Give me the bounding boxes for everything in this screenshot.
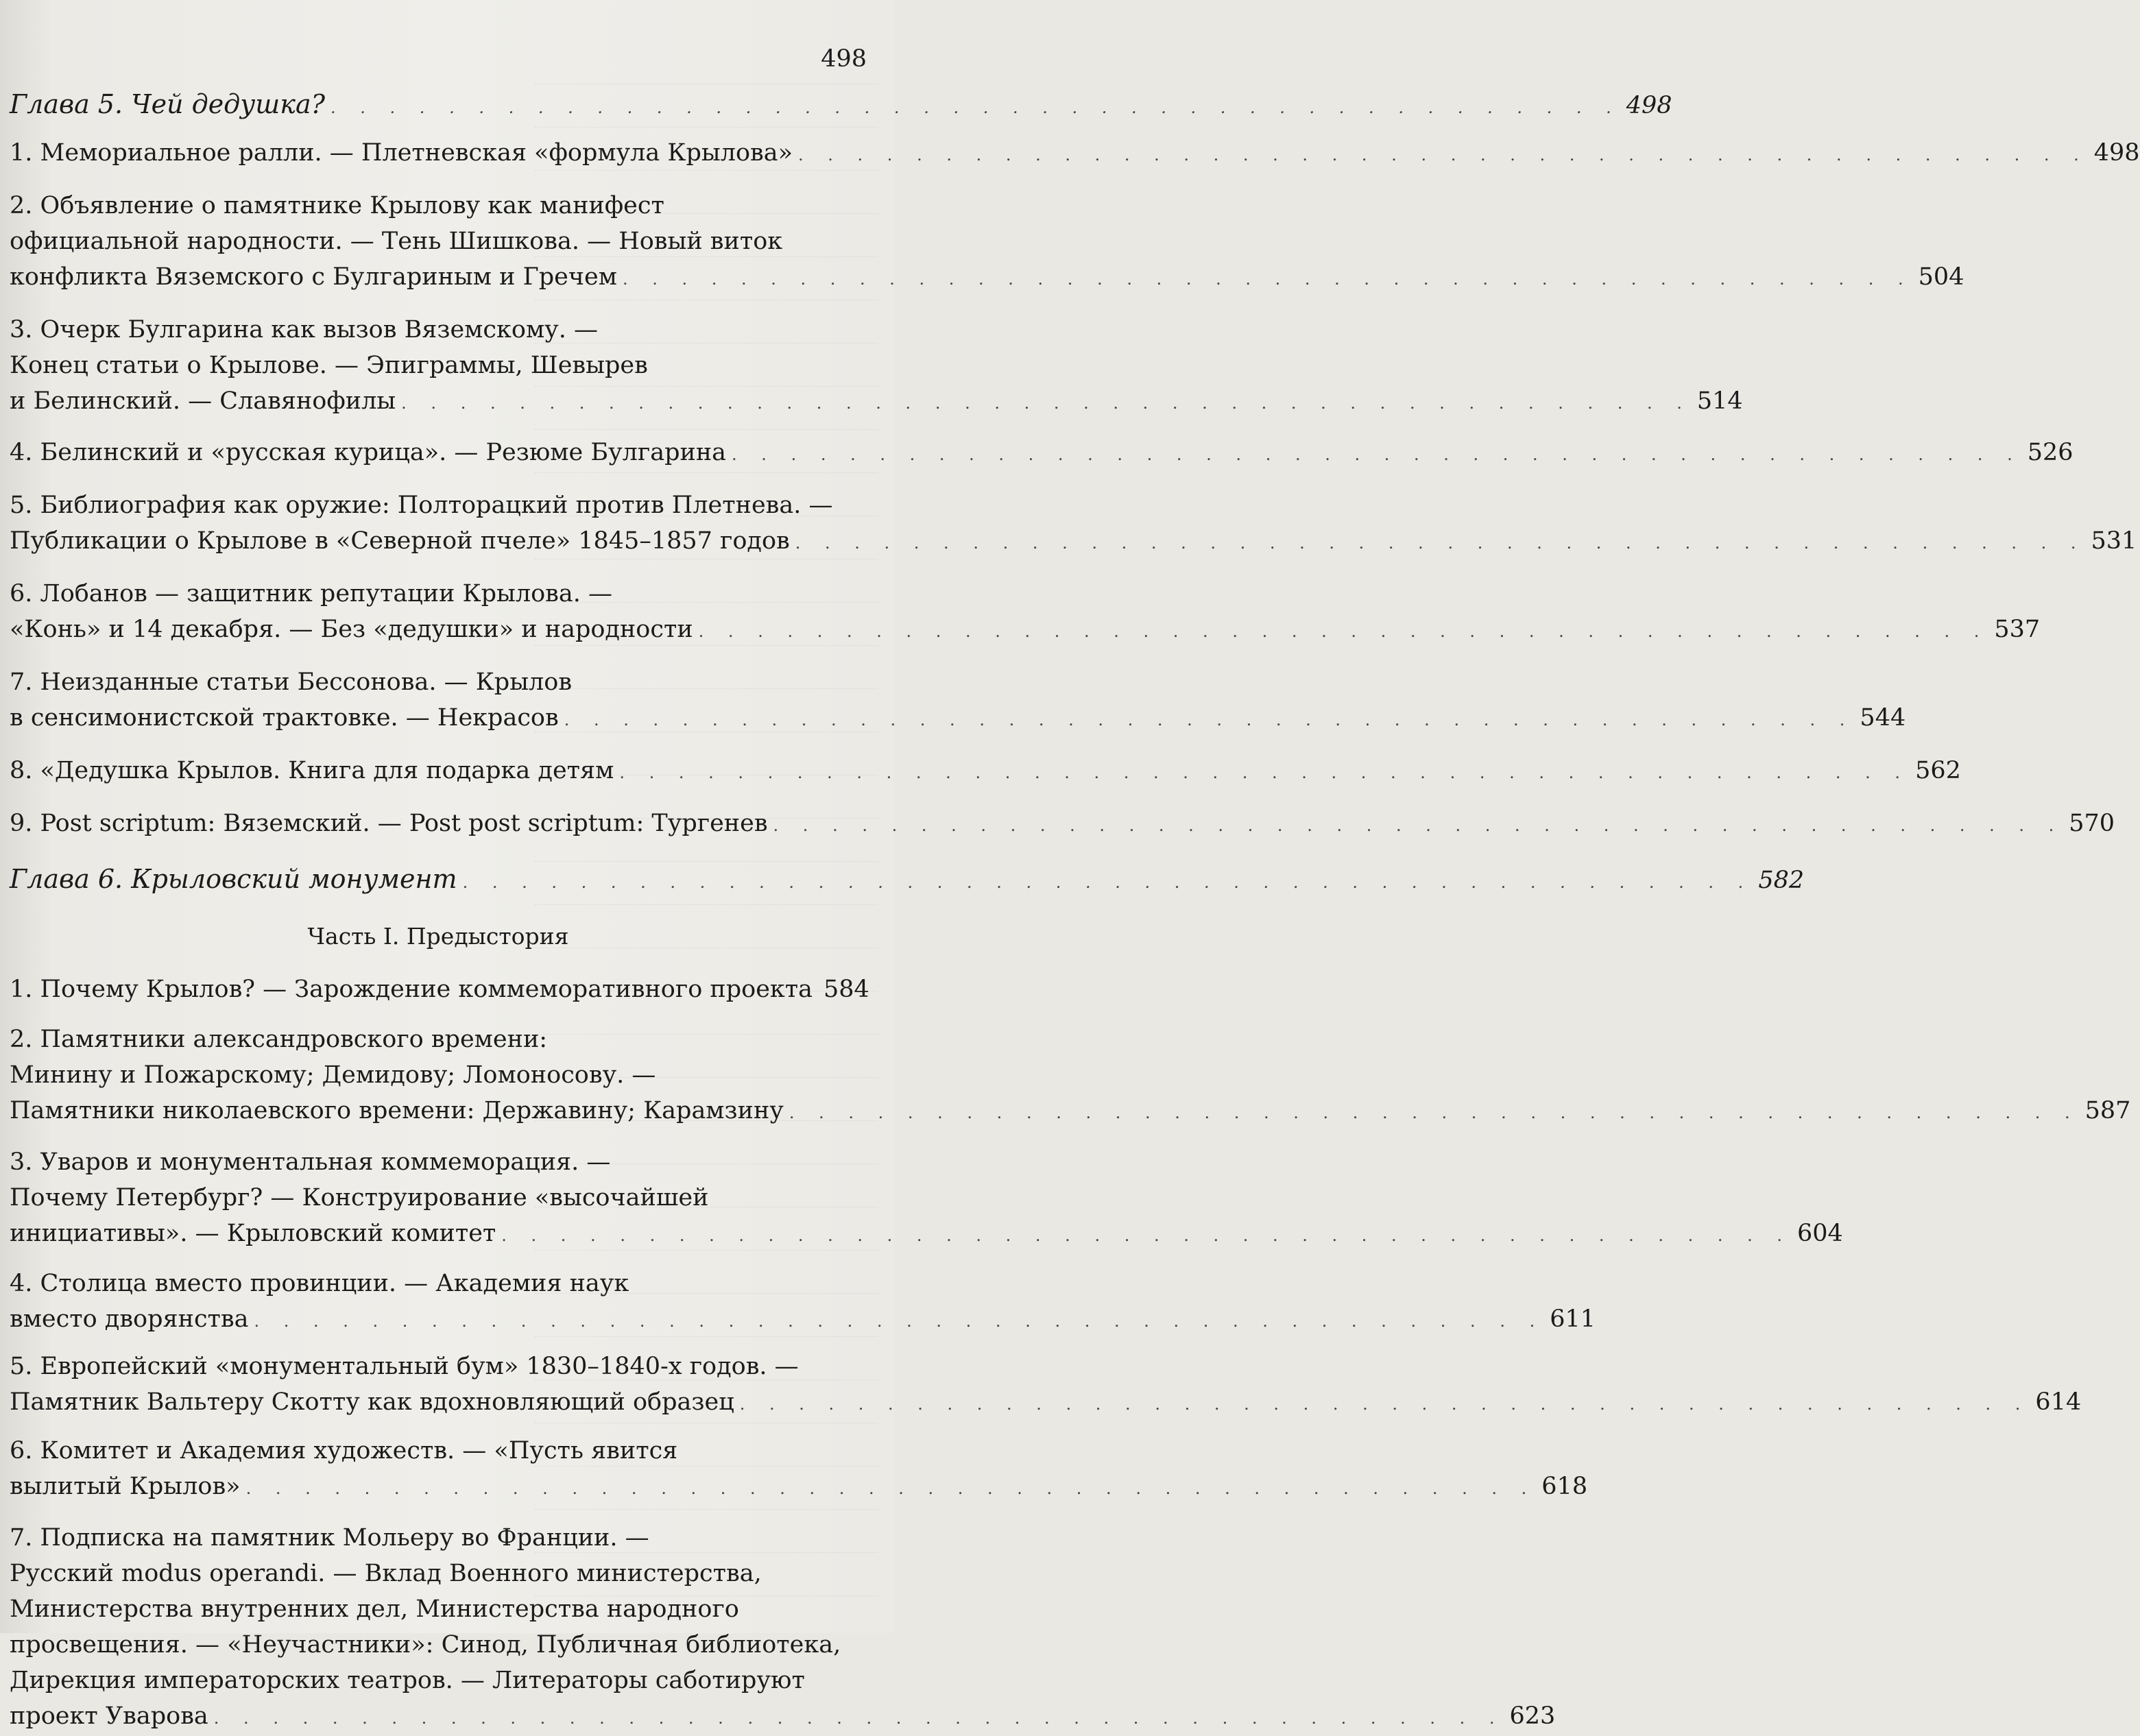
section-entry	[10, 806, 2115, 843]
dot-leader: . . . . . . . . . . . . . . . . . . . . . . . . . . . . . . . . . . . . . . . . . . . .	[564, 710, 1855, 730]
entry-line: 7. Подписка на памятник Мольеру во Франции. —	[10, 1524, 649, 1552]
page-number: 604	[1797, 1220, 1843, 1247]
entry-line: 8. «Дедушка Крылов. Книга для подарка детям	[10, 757, 614, 784]
entry-last-line	[10, 435, 2073, 472]
entry-spacer	[10, 1009, 867, 1022]
entry-line: 1. Мемориальное ралли. — Плетневская «формула Крылова»	[10, 139, 793, 167]
section-entry	[10, 972, 867, 1009]
entry-line: и Белинский. — Славянофилы	[10, 387, 396, 415]
entry-spacer	[10, 173, 867, 188]
entry-line: официальной народности. — Тень Шишкова. — Новый виток	[10, 228, 783, 255]
entry-line: 3. Очерк Булгарина как вызов Вяземскому. —	[10, 316, 599, 343]
section-entry	[10, 312, 1743, 421]
section-entry	[10, 1266, 1596, 1339]
page-number: 537	[1994, 616, 2041, 643]
chapter-title: Глава 6. Крыловский монумент	[10, 864, 457, 894]
entry-spacer	[10, 561, 867, 576]
entry-line: 7. Неизданные статьи Бессонова. — Крылов	[10, 668, 573, 696]
entry-line: Дирекция императорских театров. — Литераторы саботируют	[10, 1667, 805, 1694]
section-entry	[10, 188, 1964, 297]
page-number: 498	[821, 45, 867, 73]
section-entry	[10, 1520, 1556, 1736]
entry-last-line	[10, 972, 867, 1009]
entry-last-line	[10, 700, 1906, 738]
entry-spacer	[10, 1253, 867, 1266]
entry-line: Конец статьи о Крылове. — Эпиграммы, Шевырев	[10, 352, 648, 379]
section-entry	[10, 487, 2137, 561]
page-number: 623	[1509, 1702, 1556, 1730]
dot-leader: . . . . . . . . . . . . . . . . . . . . . . . . . . . . . . . . . . . . . . . . . . . .	[789, 1103, 2080, 1122]
entry-last-line	[10, 1384, 2082, 1422]
entry-line: 1. Почему Крылов? — Зарождение коммеморативного проекта	[10, 976, 813, 1003]
entry-spacer	[10, 297, 867, 312]
entry-last-line	[10, 861, 1805, 900]
chapter-entry	[10, 861, 1805, 900]
entry-line: 5. Библиография как оружие: Полторацкий против Плетнева. —	[10, 492, 833, 519]
section-entry	[10, 576, 2041, 649]
page-number: 582	[1758, 867, 1805, 894]
dot-leader: . . . . . . . . . . . . . . . . . . . . . . . . . . . . . . . . . . . . . . . . . . . .	[773, 816, 2064, 835]
entry-line: просвещения. — «Неучастники»: Синод, Публичная библиотека,	[10, 1631, 841, 1659]
table-of-contents	[10, 41, 2140, 1736]
entry-line: Министерства внутренних дел, Министерства народного	[10, 1595, 739, 1623]
entry-last-line	[10, 753, 1961, 791]
entry-last-line	[10, 806, 2115, 843]
entry-line: 6. Комитет и Академия художеств. — «Пусть явится	[10, 1437, 678, 1464]
section-entry	[10, 1144, 1843, 1253]
entry-last-line	[10, 1093, 2131, 1131]
section-entry	[10, 435, 2073, 472]
page-number: 614	[2035, 1388, 2082, 1416]
chapter-entry	[10, 86, 1672, 125]
dot-leader: . . . . . . . . . . . . . . . . . . . . . . . . . . . . . . . . . . . . . . . . . . . .	[795, 533, 2086, 553]
section-entry	[10, 1349, 2082, 1422]
dot-leader: . . . . . . . . . . . . . . . . . . . . . . . . . . . . . . . . . . . . . . . . . . . .	[739, 1395, 2030, 1414]
entry-line: 3. Уваров и монументальная коммеморация. —	[10, 1148, 611, 1176]
part-heading: Часть I. Предыстория	[307, 923, 569, 950]
page-number: 562	[1915, 757, 1961, 784]
entry-spacer	[10, 649, 867, 664]
page-number: 587	[2084, 1097, 2131, 1124]
entry-last-line	[10, 1216, 1843, 1253]
entry-line: 2. Объявление о памятнике Крылову как манифест	[10, 192, 664, 219]
entry-last-line	[10, 86, 1672, 125]
chapter-title: Глава 5. Чей дедушка?	[10, 89, 326, 119]
entry-spacer	[10, 1506, 867, 1520]
section-entry	[10, 753, 1961, 791]
page-number: 498	[2093, 139, 2140, 167]
entry-line: Русский modus operandi. — Вклад Военного министерства,	[10, 1560, 762, 1587]
entry-spacer	[10, 965, 867, 972]
entry-last-line	[10, 1301, 1596, 1339]
entry-spacer	[10, 472, 867, 487]
page-number: 498	[1626, 92, 1672, 119]
entry-last-line	[10, 612, 2041, 649]
entry-line: вместо дворянства	[10, 1305, 249, 1333]
entry-last-line	[10, 41, 867, 77]
entry-line: Памятники николаевского времени: Державину; Карамзину	[10, 1097, 784, 1124]
entry-last-line	[10, 1469, 1588, 1506]
entry-spacer	[10, 77, 867, 86]
entry-line: инициативы». — Крыловский комитет	[10, 1220, 496, 1247]
dot-leader: . . . . . . . . . . . . . . . . . . . . . . . . . . . . . . . . . . . . . . . . . . . .	[798, 145, 2089, 165]
dot-leader: . . . . . . . . . . . . . . . . . . . . . . . . . . . . . . . . . . . . . . . . . . . .	[245, 1479, 1537, 1498]
dot-leader: . . . . . . . . . . . . . . . . . . . . . . . . . . . . . . . . . . . . . . . . . . . .	[254, 1312, 1545, 1331]
dot-leader: . . . . . . . . . . . . . . . . . . . . . . . . . . . . . . . . . . . . . . . . . . . .	[401, 394, 1692, 413]
dot-leader: . . . . . . . . . . . . . . . . . . . . . . . . . . . . . . . . . . . . . . . . . . . .	[462, 873, 1753, 892]
section-entry	[10, 664, 1906, 738]
entry-line: Минину и Пожарскому; Демидову; Ломоносову. —	[10, 1061, 656, 1089]
section-entry	[10, 1022, 2131, 1131]
entry-spacer	[10, 1339, 867, 1349]
dot-leader: . . . . . . . . . . . . . . . . . . . . . . . . . . . . . . . . . . . . . . . . . . . .	[698, 622, 1989, 641]
page-number: 544	[1860, 704, 1906, 732]
page-number: 514	[1696, 387, 1743, 415]
entry-line: в сенсимонистской трактовке. — Некрасов	[10, 704, 559, 732]
entry-line: Памятник Вальтеру Скотту как вдохновляющий образец	[10, 1388, 734, 1416]
dot-leader: . . . . . . . . . . . . . . . . . . . . . . . . . . . . . . . . . . . . . . . . . . . .	[501, 1226, 1792, 1245]
page-number: 526	[2027, 439, 2073, 466]
entry-spacer	[10, 738, 867, 753]
entry-spacer	[10, 125, 867, 135]
entry-last-line	[10, 1698, 1556, 1736]
dot-leader: . . . . . . . . . . . . . . . . . . . . . . . . . . . . . . . . . . . . . . . . . . . .	[732, 445, 2022, 464]
dot-leader: . . . . . . . . . . . . . . . . . . . . . . . . . . . . . . . . . . . . . . . . . . . .	[622, 269, 1913, 289]
entry-spacer	[10, 1422, 867, 1433]
entry-spacer	[10, 843, 867, 861]
section-entry	[10, 135, 2140, 173]
entry-spacer	[10, 900, 867, 910]
continued-entry	[10, 41, 867, 77]
entry-line: 4. Столица вместо провинции. — Академия наук	[10, 1270, 629, 1297]
entry-line: 4. Белинский и «русская курица». — Резюме Булгарина	[10, 439, 727, 466]
entry-line: 2. Памятники александровского времени:	[10, 1026, 548, 1053]
entry-last-line	[10, 135, 2140, 173]
entry-spacer	[10, 791, 867, 806]
page-number: 584	[823, 976, 869, 1003]
entry-line: 5. Европейский «монументальный бум» 1830–1840-х годов. —	[10, 1353, 799, 1380]
entry-last-line	[10, 383, 1743, 421]
entry-spacer	[10, 1131, 867, 1144]
entry-line: 6. Лобанов — защитник репутации Крылова. —	[10, 580, 612, 607]
entry-line: Публикации о Крылове в «Северной пчеле» 1845–1857 годов	[10, 527, 790, 555]
entry-line: конфликта Вяземского с Булгариным и Гречем	[10, 263, 617, 291]
entry-line: вылитый Крылов»	[10, 1473, 241, 1500]
page-number: 611	[1550, 1305, 1596, 1333]
entry-line: Почему Петербург? — Конструирование «высочайшей	[10, 1184, 709, 1211]
entry-line: «Конь» и 14 декабря. — Без «дедушки» и народности	[10, 616, 693, 643]
entry-last-line	[10, 259, 1964, 297]
entry-spacer	[10, 421, 867, 435]
page-number: 618	[1541, 1473, 1588, 1500]
dot-leader: . . . . . . . . . . . . . . . . . . . . . . . . . . . . . . . . . . . . . . . . . . . .	[213, 1709, 1504, 1728]
entry-line: проект Уварова	[10, 1702, 208, 1730]
page-number: 531	[2091, 527, 2137, 555]
page-number: 504	[1918, 263, 1964, 291]
page-number: 570	[2069, 810, 2115, 837]
entry-last-line	[10, 523, 2137, 561]
dot-leader: . . . . . . . . . . . . . . . . . . . . . . . . . . . . . . . . . . . . . . . . . . . .	[330, 98, 1621, 117]
entry-line: 9. Post scriptum: Вяземский. — Post post scriptum: Тургенев	[10, 810, 768, 837]
dot-leader: . . . . . . . . . . . . . . . . . . . . . . . . . . . . . . . . . . . . . . . . . . . .	[619, 763, 1910, 782]
section-entry	[10, 1433, 1588, 1506]
